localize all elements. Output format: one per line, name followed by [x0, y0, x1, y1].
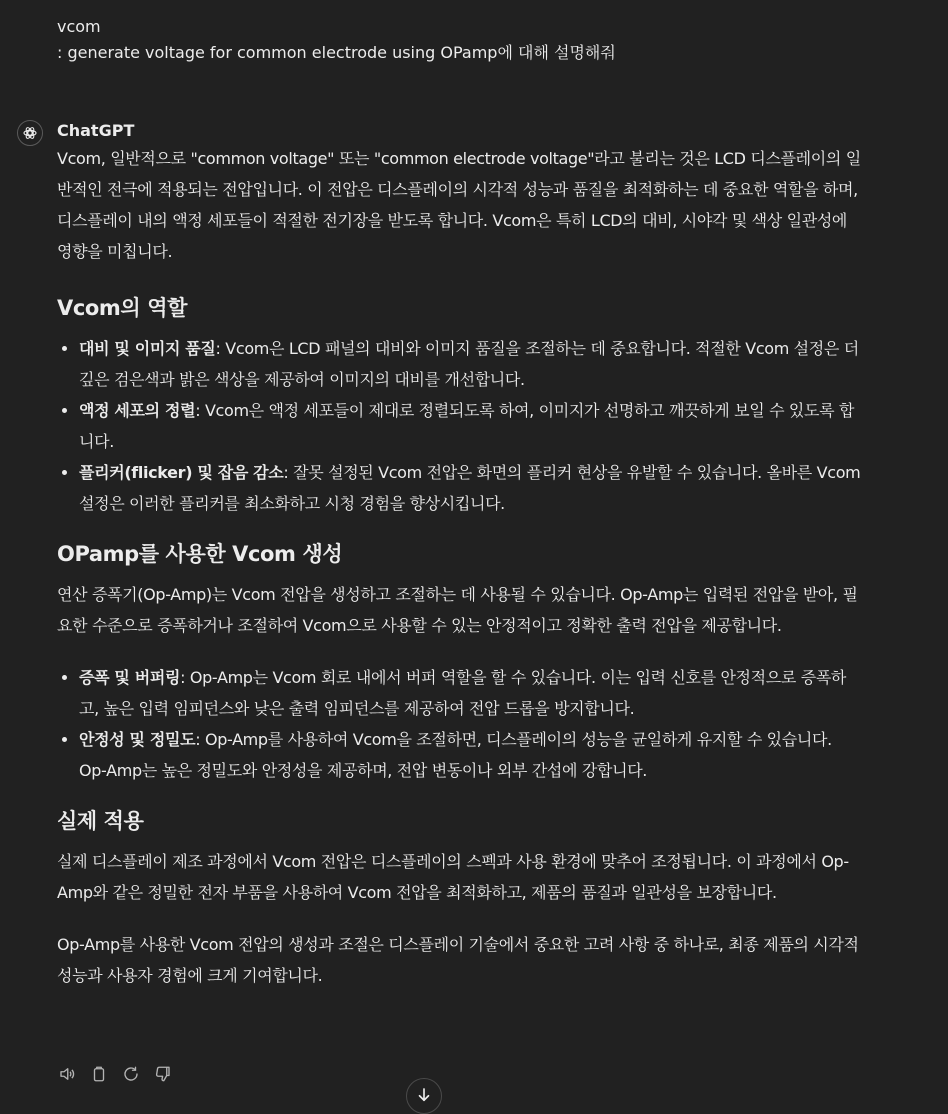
- user-message-line-1: vcom: [57, 17, 101, 36]
- section-heading-role: Vcom의 역할: [57, 296, 187, 320]
- list-item-text: : Vcom은 액정 세포들이 제대로 정렬되도록 하여, 이미지가 선명하고 깨끗하게 보일 수 있도록 합니다.: [79, 401, 855, 451]
- list-item-text: : Vcom은 LCD 패널의 대비와 이미지 품질을 조절하는 데 중요합니다. 적절한 Vcom 설정은 더 깊은 검은색과 밝은 색상을 제공하여 이미지의 대비를 개선합니다.: [79, 339, 859, 389]
- list-item: [79, 333, 863, 395]
- list-item-label: 안정성 및 정밀도: [79, 730, 196, 749]
- role-list: [57, 333, 863, 519]
- list-item-text: : Op-Amp를 사용하여 Vcom을 조절하면, 디스플레이의 성능을 균일하게 유지할 수 있습니다. Op-Amp는 높은 정밀도와 안정성을 제공하며, 전압 변동이나 외부 간섭에 강합니다.: [79, 730, 832, 780]
- user-message-line-2: : generate voltage for common electrode using OPamp에 대해 설명해줘: [57, 43, 616, 62]
- list-item: [79, 724, 863, 786]
- scroll-down-button[interactable]: [406, 1078, 442, 1114]
- list-item-label: 대비 및 이미지 품질: [79, 339, 216, 358]
- thumbs-down-icon[interactable]: [153, 1064, 173, 1084]
- conclusion-paragraph: Op-Amp를 사용한 Vcom 전압의 생성과 조절은 디스플레이 기술에서 중요한 고려 사항 중 하나로, 최종 제품의 시각적 성능과 사용자 경험에 크게 기여합니다.: [57, 935, 859, 985]
- speaker-icon[interactable]: [57, 1064, 77, 1084]
- opamp-list: [57, 662, 863, 786]
- list-item-text: : Op-Amp는 Vcom 회로 내에서 버퍼 역할을 할 수 있습니다. 이는 입력 신호를 안정적으로 증폭하고, 높은 입력 임피던스와 낮은 출력 임피던스를 제공하여 전압 드롭을 방지합니다.: [79, 668, 847, 718]
- list-item-label: 액정 세포의 정렬: [79, 401, 196, 420]
- list-item-label: 플리커(flicker) 및 잡음 감소: [79, 463, 284, 482]
- opamp-paragraph: 연산 증폭기(Op-Amp)는 Vcom 전압을 생성하고 조절하는 데 사용될 수 있습니다. Op-Amp는 입력된 전압을 받아, 필요한 수준으로 증폭하거나 조절하여 Vcom으로 사용할 수 있는 안정적이고 정확한 출력 전압을 제공합니다.: [57, 585, 858, 635]
- list-item-label: 증폭 및 버퍼링: [79, 668, 181, 687]
- chatgpt-logo-icon: [17, 120, 43, 146]
- user-message: [57, 14, 616, 66]
- message-actions: [57, 1064, 173, 1084]
- arrow-down-icon: [415, 1086, 433, 1104]
- application-paragraph: 실제 디스플레이 제조 과정에서 Vcom 전압은 디스플레이의 스펙과 사용 환경에 맞추어 조정됩니다. 이 과정에서 Op-Amp와 같은 정밀한 전자 부품을 사용하여 Vcom 전압을 최적화하고, 제품의 품질과 일관성을 보장합니다.: [57, 852, 849, 902]
- section-heading-opamp: OPamp를 사용한 Vcom 생성: [57, 542, 343, 566]
- list-item-text: : 잘못 설정된 Vcom 전압은 화면의 플리커 현상을 유발할 수 있습니다. 올바른 Vcom 설정은 이러한 플리커를 최소화하고 시청 경험을 향상시킵니다.: [79, 463, 861, 513]
- section-heading-application: 실제 적용: [57, 809, 144, 833]
- list-item: [79, 662, 863, 724]
- copy-icon[interactable]: [89, 1064, 109, 1084]
- assistant-message: [57, 119, 863, 991]
- regenerate-icon[interactable]: [121, 1064, 141, 1084]
- intro-paragraph: Vcom, 일반적으로 "common voltage" 또는 "common electrode voltage"라고 불리는 것은 LCD 디스플레이의 일반적인 전극에 적용되는 전압입니다. 이 전압은 디스플레이의 시각적 성능과 품질을 최적화하는 데 중요한 역할을 하며, 디스플레이 내의 액정 세포들이 적절한 전기장을 받도록 합니다. Vcom은 특히 LCD의 대비, 시야각 및 색상 일관성에 영향을 미칩니다.: [57, 149, 861, 261]
- sender-name: ChatGPT: [57, 121, 135, 140]
- list-item: [79, 457, 863, 519]
- list-item: [79, 395, 863, 457]
